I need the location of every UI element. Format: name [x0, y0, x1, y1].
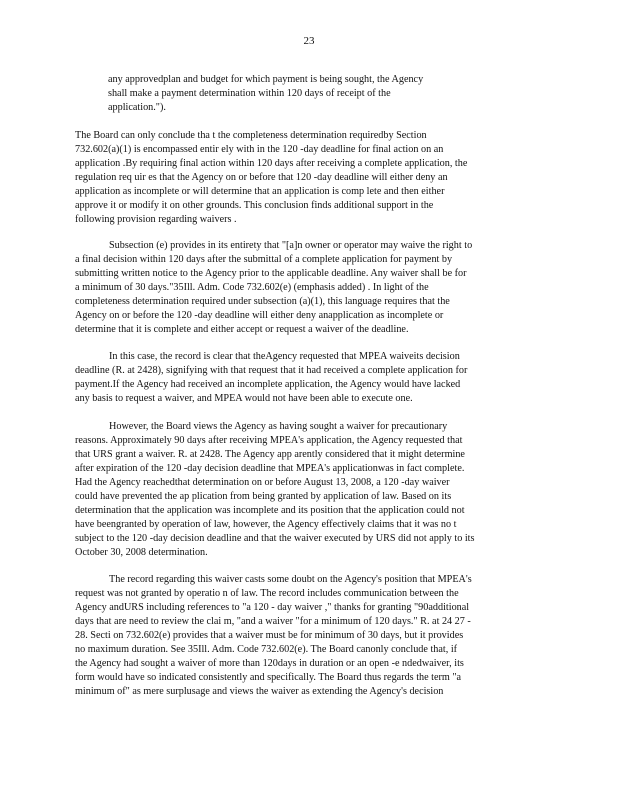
paragraph-line: approve it or modify it on other grounds. This conclusion finds additional support in the: [75, 200, 434, 211]
paragraph-line: application .By requiring final action within 120 days after receiving a complete application, the: [75, 158, 468, 169]
paragraph-line: Agency andURS including references to "a 120 - day waiver ," thanks for granting "90additional: [75, 602, 470, 613]
paragraph-line: deadline (R. at 2428), signifying with that request that it had received a complete application for: [75, 365, 468, 376]
quote-line: shall make a payment determination within 120 days of receipt of the: [108, 88, 391, 99]
paragraph-line: could have prevented the ap plication from being granted by application of law. Based on its: [75, 491, 452, 502]
paragraph-line: request was not granted by operatio n of law. The record includes communication between the: [75, 588, 459, 599]
paragraph-line: regulation req uir es that the Agency on or before that 120 -day deadline will either deny an: [75, 172, 448, 183]
paragraph-line: In this case, the record is clear that theAgency requested that MPEA waiveits decision: [109, 351, 460, 362]
paragraph-line: subject to the 120 -day decision deadline and that the waiver executed by URS did not apply to its: [75, 533, 475, 544]
paragraph-line: after expiration of the 120 -day decision deadline that MPEA's applicationwas in fact complete.: [75, 463, 465, 474]
paragraph-line: the Agency had sought a waiver of more than 120days in duration or an open -e ndedwaiver, its: [75, 658, 464, 669]
paragraph-line: that URS grant a waiver. R. at 2428. The Agency app arently considered that it might determine: [75, 449, 465, 460]
paragraph-subsection-e: [75, 239, 541, 337]
paragraph-line: reasons. Approximately 90 days after receiving MPEA's application, the Agency requested that: [75, 435, 463, 446]
paragraph-line: any basis to request a waiver, and MPEA would not have been able to execute one.: [75, 393, 413, 404]
paragraph-line: Had the Agency reachedthat determination on or before August 13, 2008, a 120 -day waiver: [75, 477, 450, 488]
page-number: 23: [303, 35, 315, 47]
paragraph-line: October 30, 2008 determination.: [75, 547, 208, 558]
quote-line: any approvedplan and budget for which payment is being sought, the Agency: [108, 74, 424, 85]
paragraph-this-case: [75, 350, 541, 406]
paragraph-line: Agency on or before the 120 -day deadline will either deny anapplication as incomplete or: [75, 310, 444, 321]
paragraph-record-waiver: [75, 573, 541, 699]
paragraph-completeness: [75, 129, 541, 227]
paragraph-line: days that are need to review the clai m, "and a waiver "for a minimum of 120 days." R. at 24 27 -: [75, 616, 471, 627]
paragraph-line: determination that the application was incomplete and its position that the application could not: [75, 505, 465, 516]
paragraph-line: completeness determination required under subsection (a)(1), this language requires that the: [75, 296, 450, 307]
paragraph-line: The Board can only conclude tha t the completeness determination requiredby Section: [75, 130, 427, 141]
paragraph-line: following provision regarding waivers .: [75, 214, 237, 225]
paragraph-line: no maximum duration. See 35Ill. Adm. Code 732.602(e). The Board canonly conclude that, if: [75, 644, 458, 655]
quote-line: application.").: [108, 102, 166, 113]
paragraph-line: determine that it is complete and either accept or request a waiver of the deadline.: [75, 324, 409, 335]
paragraph-line: a minimum of 30 days."35Ill. Adm. Code 732.602(e) (emphasis added) . In light of the: [75, 282, 429, 293]
paragraph-line: form would have so indicated consistently and specifically. The Board thus regards the term "a: [75, 672, 462, 683]
paragraph-line: payment.If the Agency had received an incomplete application, the Agency would have lacked: [75, 379, 461, 390]
paragraph-line: minimum of" as mere surplusage and views the waiver as extending the Agency's decision: [75, 686, 444, 697]
paragraph-line: have beengranted by operation of law, however, the Agency effectively claims that it was no t: [75, 519, 457, 530]
paragraph-line: application as incomplete or will determine that an application is comp lete and then either: [75, 186, 445, 197]
paragraph-line: Subsection (e) provides in its entirety that "[a]n owner or operator may waive the right to: [109, 240, 473, 251]
block-quote: [108, 73, 502, 115]
paragraph-line: a final decision within 120 days after the submittal of a complete application for payment by: [75, 254, 453, 265]
paragraph-precautionary: [75, 420, 541, 560]
paragraph-line: submitting written notice to the Agency prior to the applicable deadline. Any waiver shall be for: [75, 268, 467, 279]
paragraph-line: The record regarding this waiver casts some doubt on the Agency's position that MPEA's: [109, 574, 472, 585]
paragraph-line: However, the Board views the Agency as having sought a waiver for precautionary: [109, 421, 448, 432]
paragraph-line: 28. Secti on 732.602(e) provides that a waiver must be for minimum of 30 days, but it provides: [75, 630, 464, 641]
paragraph-line: 732.602(a)(1) is encompassed entir ely with in the 120 -day deadline for final action on an: [75, 144, 444, 155]
